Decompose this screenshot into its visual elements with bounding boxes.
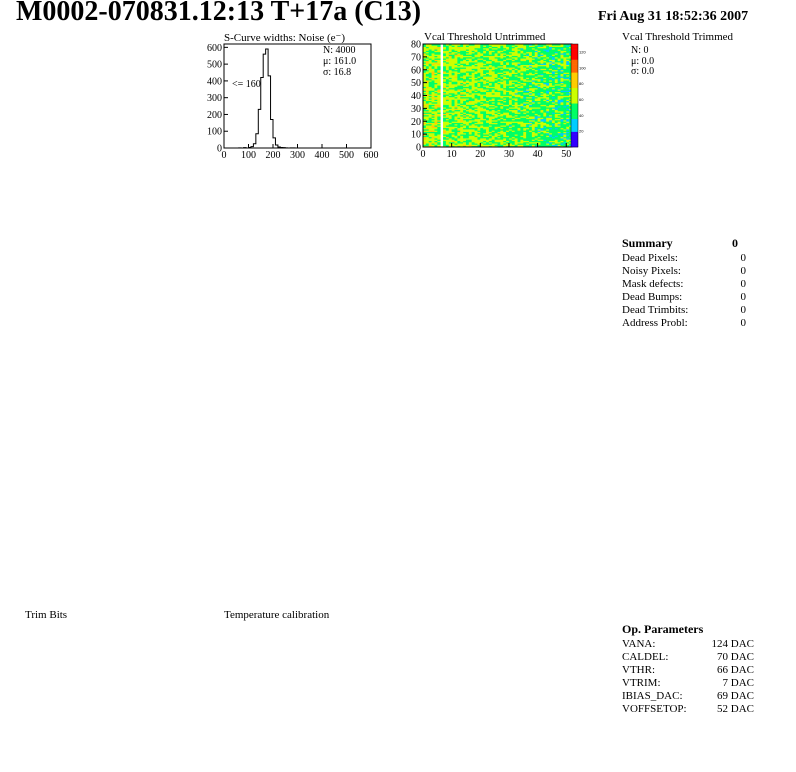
color-scale-label: 40: [579, 112, 584, 118]
color-scale-segment: [571, 101, 578, 104]
color-scale-segment: [571, 80, 578, 83]
op-param-row: VTHR: 66 DAC: [622, 664, 754, 676]
noise-hist-n: N: 4000: [323, 45, 356, 56]
y-tick-label: 400: [207, 76, 222, 88]
y-tick-label: 60: [411, 65, 421, 77]
color-scale-label: 20: [579, 128, 584, 134]
color-scale-segment: [571, 126, 578, 129]
color-scale-segment: [571, 124, 578, 127]
y-tick-label: 500: [207, 59, 222, 71]
op-parameters-heading: Op. Parameters: [622, 622, 704, 636]
color-scale-segment: [571, 52, 578, 55]
x-tick-label: 40: [532, 149, 543, 160]
color-scale-segment: [571, 47, 578, 50]
x-tick-label: 200: [265, 150, 281, 160]
x-tick-label: 500: [339, 150, 354, 160]
color-scale-segment: [571, 132, 578, 135]
y-tick-label: 600: [207, 42, 222, 54]
y-tick-label: 0: [416, 142, 421, 154]
color-scale-segment: [571, 93, 578, 96]
color-scale-segment: [571, 57, 578, 60]
color-scale-segment: [571, 121, 578, 124]
color-scale-segment: [571, 106, 578, 109]
x-tick-label: 30: [503, 149, 514, 160]
color-scale-segment: [571, 49, 578, 52]
color-scale-segment: [571, 77, 578, 80]
x-tick-label: 400: [314, 150, 330, 160]
color-scale-segment: [571, 116, 578, 119]
noise-histogram: [206, 38, 384, 160]
color-scale-segment: [571, 88, 578, 91]
vcal-untrimmed-heatmap: [404, 38, 590, 162]
x-tick-label: 10: [446, 149, 457, 160]
y-tick-label: 20: [411, 116, 421, 128]
x-tick-label: 600: [363, 150, 379, 160]
y-tick-label: 40: [411, 91, 421, 102]
y-tick-label: 100: [207, 126, 222, 138]
color-scale-segment: [571, 103, 578, 106]
color-scale-segment: [571, 59, 578, 62]
color-scale-label: 80: [579, 81, 584, 87]
summary-row: Noisy Pixels: 0: [622, 265, 746, 277]
summary-row: Mask defects: 0: [622, 278, 746, 290]
op-param-row: VTRIM: 7 DAC: [622, 677, 754, 689]
color-scale-segment: [571, 90, 578, 93]
color-scale-label: 60: [579, 96, 584, 102]
color-scale-segment: [571, 142, 578, 145]
color-scale-segment: [571, 114, 578, 117]
vcal-untrimmed-title: Vcal Threshold Untrimmed: [424, 31, 546, 43]
y-tick-label: 10: [411, 129, 421, 141]
color-scale-segment: [571, 119, 578, 122]
color-scale-segment: [571, 83, 578, 86]
summary-row: Address Probl: 0: [622, 317, 746, 329]
y-tick-label: 80: [411, 39, 421, 51]
color-scale-segment: [571, 134, 578, 137]
noise-hist-mean: μ: 161.0: [323, 56, 357, 67]
op-param-row: VANA: 124 DAC: [622, 638, 754, 650]
color-scale-label: 100: [579, 65, 586, 71]
noise-hist-sigma: σ: 16.8: [323, 67, 352, 78]
temperature-calibration-label: Temperature calibration: [224, 609, 330, 621]
color-scale-segment: [571, 108, 578, 111]
y-tick-label: 30: [411, 103, 421, 115]
x-tick-label: 50: [561, 149, 572, 160]
op-param-row: VOFFSETOP: 52 DAC: [622, 703, 754, 715]
noise-hist-title: S-Curve widths: Noise (e⁻): [224, 32, 345, 44]
color-scale-segment: [571, 62, 578, 65]
summary-row: Dead Trimbits: 0: [622, 304, 746, 316]
color-scale-segment: [571, 67, 578, 70]
color-scale-segment: [571, 75, 578, 78]
y-tick-label: 50: [411, 78, 421, 90]
color-scale-segment: [571, 70, 578, 73]
noise-hist-annotation: <= 160: [232, 79, 261, 90]
vcal-trimmed-title: Vcal Threshold Trimmed: [622, 31, 734, 43]
summary-total: 0: [732, 236, 738, 250]
x-tick-label: 0: [221, 150, 227, 160]
color-scale-segment: [571, 96, 578, 99]
summary-row: Dead Bumps: 0: [622, 291, 746, 303]
color-scale-segment: [571, 54, 578, 57]
summary-row: Dead Pixels: 0: [622, 252, 746, 264]
op-param-row: CALDEL: 70 DAC: [622, 651, 754, 663]
x-tick-label: 100: [241, 150, 256, 160]
color-scale-segment: [571, 65, 578, 68]
y-tick-label: 300: [207, 93, 222, 105]
color-scale-segment: [571, 72, 578, 75]
color-scale-label: 120: [579, 49, 586, 55]
y-tick-label: 70: [411, 52, 421, 64]
summary-panel: [622, 236, 746, 336]
color-scale-segment: [571, 111, 578, 114]
op-parameters-panel: [622, 622, 754, 722]
summary-heading: Summary: [622, 236, 673, 250]
x-tick-label: 20: [475, 149, 486, 160]
trim-bits-label: Trim Bits: [25, 609, 68, 621]
vcal-trimmed-sigma: σ: 0.0: [631, 66, 655, 77]
y-tick-label: 0: [217, 143, 222, 155]
y-tick-label: 200: [207, 109, 222, 121]
vcal-trimmed-n: N: 0: [631, 45, 649, 56]
vcal-trimmed-mean: μ: 0.0: [631, 56, 655, 67]
x-tick-label: 0: [420, 149, 426, 160]
timestamp: Fri Aug 31 18:52:36 2007: [598, 9, 749, 24]
color-scale-segment: [571, 139, 578, 142]
color-scale-segment: [571, 85, 578, 88]
x-tick-label: 300: [290, 150, 305, 160]
noise-hist-series: [239, 49, 295, 148]
color-scale-segment: [571, 98, 578, 101]
op-param-row: IBIAS_DAC: 69 DAC: [622, 690, 754, 702]
color-scale-segment: [571, 129, 578, 132]
color-scale-segment: [571, 137, 578, 140]
color-scale-segment: [571, 44, 578, 47]
page-title: M0002-070831.12:13 T+17a (C13): [16, 0, 422, 27]
